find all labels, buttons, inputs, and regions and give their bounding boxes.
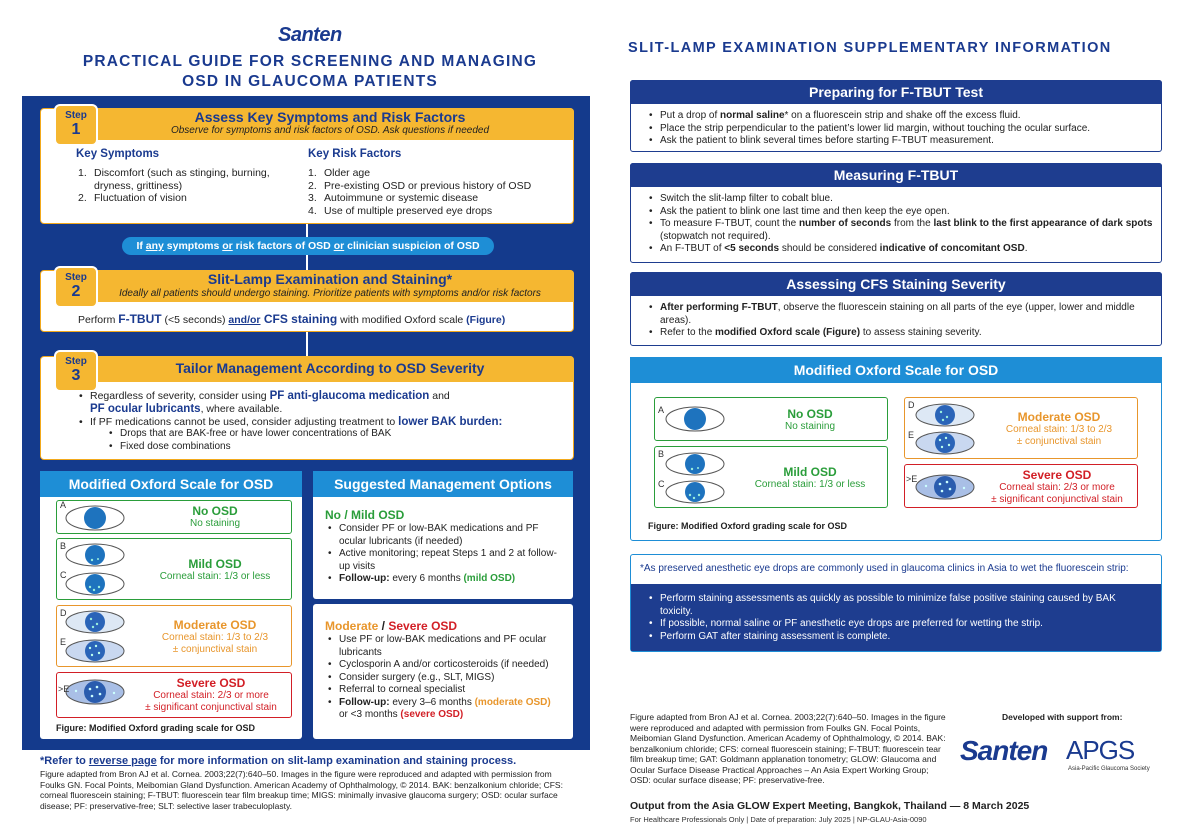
step1-subtitle: Observe for symptoms and risk factors of OSD. Ask questions if needed xyxy=(170,125,490,136)
list-item: 1. Older age xyxy=(308,167,371,179)
no-mild-heading: No / Mild OSD xyxy=(325,508,405,522)
step3-badge: Step 3 xyxy=(54,350,98,392)
list-item: • Ask the patient to blink several times before starting F-TBUT measurement. xyxy=(646,135,1156,148)
note-text: *As preserved anesthetic eye drops are commonly used in glaucoma clinics in Asia to wet the fluorescein strip: xyxy=(640,563,1129,574)
grade-letter: E xyxy=(908,430,915,440)
eye-grade-a-icon xyxy=(64,504,126,532)
grade-letter: A xyxy=(60,500,67,510)
list-item: 1. Discomfort (such as stinging, burning, dryness, grittiness) xyxy=(78,167,270,192)
left-footnote: Figure adapted from Bron AJ et al. Cornea. 2003;22(7):640–50. Images in the figure were reproduced and adapted with permission from Foulks GN. Focal Points, Meibomian Gland Dysfunction. American Academy of Ophthalmology, © 2014. BAK: benzalkonium chloride; CFS: corneal fluorescein staining; F-TBUT: fluorescein tear film breakup time; MIGS: minimally invasive glaucoma surgery; OSD: ocular surface disease; PF: preservative-free; SLT: selective laser trabeculoplasty. xyxy=(40,769,563,811)
list-item: • Place the strip perpendicular to the patient’s lower lid margin, without touching the ocular surface. xyxy=(646,123,1156,136)
list-item: • To measure F-TBUT, count the number of seconds from the last blink to the first appearance of dark spots (stopwatch not required). xyxy=(646,218,1156,243)
assess-title: Assessing CFS Staining Severity xyxy=(630,272,1162,296)
grade-letter: B xyxy=(60,541,67,551)
prep-title: Preparing for F-TBUT Test xyxy=(630,80,1162,104)
list-item: • Perform staining assessments as quickly as possible to minimize false positive staining caused by BAK toxicity. xyxy=(646,593,1116,618)
step1-heading: Assess Key Symptoms and Risk Factors xyxy=(194,109,466,125)
grade-letter: D xyxy=(60,608,67,618)
list-item: • Put a drop of normal saline* on a fluorescein strip and shake off the excess fluid. xyxy=(646,110,1156,123)
step2-badge: Step 2 xyxy=(54,266,98,308)
grade-letter: E xyxy=(60,637,67,647)
right-footnote: Figure adapted from Bron AJ et al. Cornea. 2003;22(7):640–50. Images in the figure were reproduced and adapted with permission from Foulks GN. Focal Points, Meibomian Gland Dysfunction. American Academy of Ophthalmology, © 2014. BAK: benzalkonium chloride; CFS: corneal fluorescein staining; F-TBUT: fluorescein tear film breakup time; GAT: Goldmann applanation tonometry; GLOW: Glaucoma and Ocular Surface Disease Practical Approaches – An Asia Expert Working Group; OSD: ocular surface disease; PF: preservative-free. xyxy=(630,712,946,785)
assess-list xyxy=(646,302,1156,340)
moderate-severe-heading: Moderate / Severe OSD xyxy=(325,619,458,633)
grade-letter: A xyxy=(658,405,665,415)
step2-subtitle: Ideally all patients should undergo staining. Prioritize patients with symptoms and/or risk factors xyxy=(119,288,541,299)
list-item: • Regardless of severity, consider using PF anti-glaucoma medication and xyxy=(76,390,566,403)
note-list xyxy=(646,593,1116,643)
moderate-severe-list xyxy=(325,634,567,722)
list-item: • After performing F-TBUT, observe the fluorescein staining on all parts of the eye (upper, lower and middle areas). xyxy=(646,302,1156,327)
management-card-title: Suggested Management Options xyxy=(313,471,573,497)
list-item: • Drops that are BAK-free or have lower concentrations of BAK xyxy=(106,428,566,441)
key-symptoms-list xyxy=(78,167,283,205)
key-risk-factors-list xyxy=(308,167,568,217)
list-item: • Perform GAT after staining assessment is complete. xyxy=(646,631,1116,644)
title-line-1: PRACTICAL GUIDE FOR SCREENING AND MANAGING xyxy=(82,53,538,70)
grade-letter: D xyxy=(908,400,915,410)
measure-title: Measuring F-TBUT xyxy=(630,163,1162,187)
list-item: • Switch the slit-lamp filter to cobalt blue. xyxy=(646,193,1156,206)
right-oxford-caption: Figure: Modified Oxford grading scale for OSD xyxy=(648,521,848,531)
eye-grade-e-icon xyxy=(64,638,126,664)
criteria-pill: If any symptoms or risk factors of OSD or clinician suspicion of OSD xyxy=(122,237,494,255)
list-item: • Follow-up: every 6 months (mild OSD) xyxy=(325,573,565,586)
eye-grade-d-icon xyxy=(64,609,126,635)
list-item: • Consider surgery (e.g., SLT, MIGS) xyxy=(325,672,567,685)
eye-grade-d-icon xyxy=(914,402,976,428)
step2-heading: Slit-Lamp Examination and Staining* xyxy=(207,271,453,287)
prep-list xyxy=(646,110,1156,148)
santen-logo: Santen xyxy=(278,24,342,46)
eye-grade-b-icon xyxy=(664,451,726,477)
step3-bullets xyxy=(76,390,566,453)
grade-letter: >E xyxy=(58,684,70,694)
right-title: SLIT-LAMP EXAMINATION SUPPLEMENTARY INFORMATION xyxy=(628,40,1112,56)
output-line: Output from the Asia GLOW Expert Meeting, Bangkok, Thailand — 8 March 2025 xyxy=(630,800,1030,812)
list-item: • Consider PF or low-BAK medications and PF ocular lubricants (if needed) xyxy=(325,523,565,548)
list-item: • Refer to the modified Oxford scale (Figure) to assess staining severity. xyxy=(646,327,1156,340)
grade-letter: C xyxy=(60,570,67,580)
grade-letter: C xyxy=(658,479,665,489)
moderate-osd-label: Moderate OSD Corneal stain: 1/3 to 2/3 ± conjunctival stain xyxy=(1005,410,1113,447)
grade-letter: B xyxy=(658,449,665,459)
list-item-cont: PF ocular lubricants, where available. xyxy=(90,402,283,415)
list-item: • If PF medications cannot be used, consider adjusting treatment to lower BAK burden: xyxy=(76,416,566,429)
moderate-osd-label: Moderate OSD Corneal stain: 1/3 to 2/3 ± conjunctival stain xyxy=(161,618,269,655)
mild-osd-label: Mild OSD Corneal stain: 1/3 or less xyxy=(159,557,271,582)
sublist xyxy=(76,428,566,453)
list-item: • Active monitoring; repeat Steps 1 and 2 at follow-up visits xyxy=(325,548,565,573)
support-label: Developed with support from: xyxy=(1002,712,1123,722)
list-item: • If possible, normal saline or PF anesthetic eye drops are preferred for wetting the strip. xyxy=(646,618,1116,631)
step1-badge: Step 1 xyxy=(54,104,98,146)
apgs-subtitle: Asia-Pacific Glaucoma Society xyxy=(1068,766,1150,772)
eye-grade-severe-icon xyxy=(64,677,126,707)
measure-list xyxy=(646,193,1156,256)
page-title xyxy=(30,52,590,92)
eye-grade-c-icon xyxy=(64,571,126,597)
list-item: • An F-TBUT of <5 seconds should be considered indicative of concomitant OSD. xyxy=(646,243,1156,256)
eye-grade-severe-icon xyxy=(914,472,976,502)
list-item: 2. Pre-existing OSD or previous history of OSD xyxy=(308,179,532,192)
eye-grade-a-icon xyxy=(664,405,726,433)
apgs-logo: APGS xyxy=(1066,735,1135,765)
list-item: • Referral to corneal specialist xyxy=(325,684,567,697)
severe-osd-label: Severe OSD Corneal stain: 2/3 or more ± significant conjunctival stain xyxy=(145,676,277,713)
list-item: 3. Autoimmune or systemic disease xyxy=(308,192,479,204)
list-item: • Fixed dose combinations xyxy=(106,441,566,454)
list-item: • Cyclosporin A and/or corticosteroids (if needed) xyxy=(325,659,567,672)
eye-grade-e-icon xyxy=(914,430,976,456)
eye-grade-b-icon xyxy=(64,542,126,568)
no-mild-list xyxy=(325,523,565,586)
santen-logo: Santen xyxy=(960,735,1048,766)
no-osd-label: No OSD No staining xyxy=(189,504,241,529)
oxford-caption: Figure: Modified Oxford grading scale for OSD xyxy=(56,723,256,733)
oxford-card-title: Modified Oxford Scale for OSD xyxy=(40,471,302,497)
list-item: 4. Use of multiple preserved eye drops xyxy=(308,204,493,217)
step2-instruction: Perform F-TBUT (<5 seconds) and/or CFS staining with modified Oxford scale (Figure) xyxy=(78,312,506,326)
no-osd-label: No OSD No staining xyxy=(784,407,836,432)
list-item: 2. Fluctuation of vision xyxy=(78,192,187,204)
step3-heading: Tailor Management According to OSD Severity xyxy=(175,360,485,376)
list-item: • Use PF or low-BAK medications and PF ocular lubricants xyxy=(325,634,567,659)
hcp-line: For Healthcare Professionals Only | Date of preparation: July 2025 | NP-GLAU-Asia-0090 xyxy=(630,815,927,824)
grade-letter: >E xyxy=(906,474,918,484)
key-symptoms-title: Key Symptoms xyxy=(76,148,160,160)
key-risk-factors-title: Key Risk Factors xyxy=(308,148,402,160)
list-item-cont: or <3 months (severe OSD) xyxy=(339,709,464,720)
refer-note: *Refer to reverse page for more information on slit-lamp examination and staining process. xyxy=(40,755,517,767)
list-item: • Follow-up: every 3–6 months (moderate OSD) xyxy=(325,697,567,710)
severe-osd-label: Severe OSD Corneal stain: 2/3 or more ± significant conjunctival stain xyxy=(991,468,1123,505)
eye-grade-c-icon xyxy=(664,479,726,505)
list-item: • Ask the patient to blink one last time and then keep the eye open. xyxy=(646,206,1156,219)
right-oxford-title: Modified Oxford Scale for OSD xyxy=(630,357,1162,383)
title-line-2: OSD IN GLAUCOMA PATIENTS xyxy=(182,73,438,90)
mild-osd-label: Mild OSD Corneal stain: 1/3 or less xyxy=(754,465,866,490)
